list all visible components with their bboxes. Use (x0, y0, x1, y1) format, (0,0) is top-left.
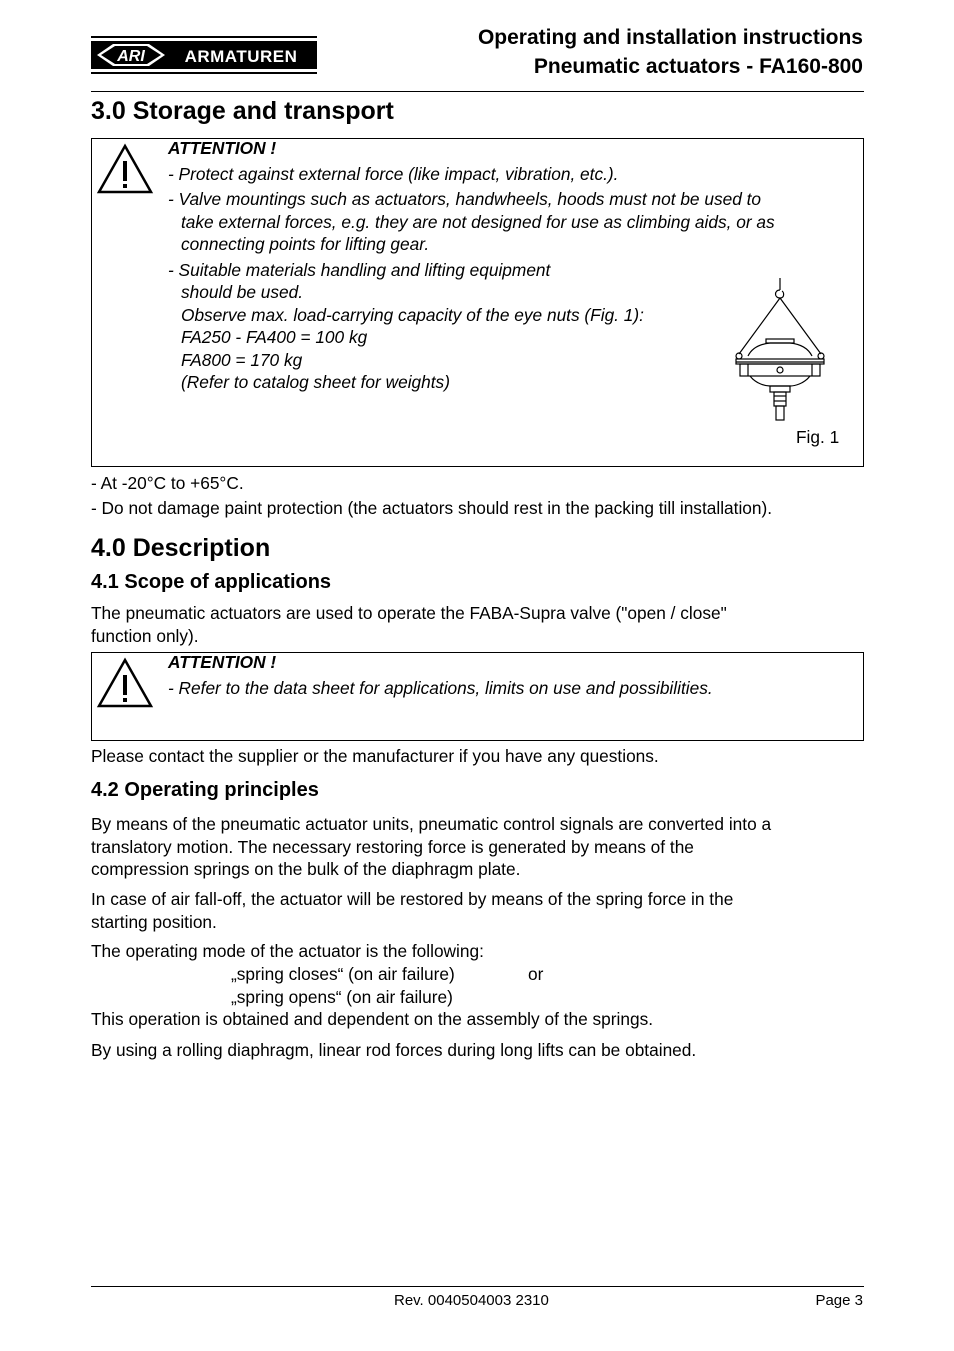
mode-or: or (528, 964, 544, 984)
paragraph-line: The pneumatic actuators are used to operate the FABA-Supra valve ("open / close" (91, 603, 727, 623)
mode-spring-opens: „spring opens“ (on air failure) (231, 987, 453, 1007)
operating-mode-intro: The operating mode of the actuator is the following: (91, 941, 484, 961)
subsection-heading-principles: 4.2 Operating principles (91, 779, 319, 801)
principles-paragraph-4: By using a rolling diaphragm, linear rod forces during long lifts can be obtained. (91, 1040, 697, 1060)
revision-number: Rev. 0040504003 2310 (394, 1292, 549, 1309)
attention-line: (Refer to catalog sheet for weights) (181, 372, 450, 392)
svg-text:ARMATUREN: ARMATUREN (184, 47, 298, 66)
header-rule (91, 91, 864, 92)
contact-note: Please contact the supplier or the manufacturer if you have any questions. (91, 746, 659, 766)
attention-title: ATTENTION ! (168, 652, 277, 672)
attention-line: should be used. (181, 282, 304, 302)
footer-rule (91, 1286, 864, 1287)
page-number: Page 3 (815, 1292, 863, 1309)
attention-title: ATTENTION ! (168, 138, 277, 158)
scope-paragraph (91, 602, 727, 647)
warning-icon (96, 657, 154, 709)
ari-armaturen-logo (91, 36, 317, 74)
attention-line: - Valve mountings such as actuators, handwheels, hoods must not be used to (168, 189, 762, 209)
attention-line: - Refer to the data sheet for applications, limits on use and possibilities. (168, 677, 713, 698)
attention-line: FA800 = 170 kg (181, 349, 303, 370)
warning-icon (96, 143, 154, 195)
attention-line: - Suitable materials handling and lifting equipment (168, 259, 551, 280)
paragraph-line: starting position. (91, 911, 217, 932)
operating-mode-end: This operation is obtained and dependent on the assembly of the springs. (91, 1009, 654, 1029)
mode-spring-closes: „spring closes“ (on air failure) (231, 964, 455, 984)
figure-caption: Fig. 1 (796, 427, 840, 447)
principles-paragraph-1 (91, 813, 771, 881)
svg-text:ARI: ARI (117, 48, 145, 65)
attention-text-scope (168, 651, 713, 699)
paragraph-line: function only). (91, 625, 199, 646)
attention-line: FA250 - FA400 = 100 kg (181, 327, 368, 347)
section-heading-storage: 3.0 Storage and transport (91, 97, 394, 125)
storage-note: - At -20°C to +65°C. (91, 473, 244, 493)
actuator-lifting-figure (726, 276, 830, 426)
document-title-line2: Pneumatic actuators - FA160-800 (533, 55, 863, 78)
subsection-heading-scope: 4.1 Scope of applications (91, 571, 332, 593)
paragraph-line: By means of the pneumatic actuator units, pneumatic control signals are converted into a (91, 814, 772, 834)
attention-text-storage (168, 137, 775, 394)
section-heading-description: 4.0 Description (91, 534, 271, 562)
paragraph-line: In case of air fall-off, the actuator will be restored by means of the spring force in the (91, 889, 734, 909)
attention-line: Observe max. load-carrying capacity of the eye nuts (Fig. 1): (181, 304, 644, 325)
document-title-line1: Operating and installation instructions (477, 26, 863, 49)
attention-line: take external forces, e.g. they are not designed for use as climbing aids, or as (181, 211, 775, 232)
principles-paragraph-2 (91, 888, 733, 933)
paragraph-line: compression springs on the bulk of the diaphragm plate. (91, 859, 521, 879)
paragraph-line: translatory motion. The necessary restoring force is generated by means of the (91, 836, 694, 857)
attention-line: connecting points for lifting gear. (181, 234, 430, 254)
storage-note: - Do not damage paint protection (the actuators should rest in the packing till installation). (91, 498, 773, 518)
attention-line: - Protect against external force (like impact, vibration, etc.). (168, 163, 619, 184)
